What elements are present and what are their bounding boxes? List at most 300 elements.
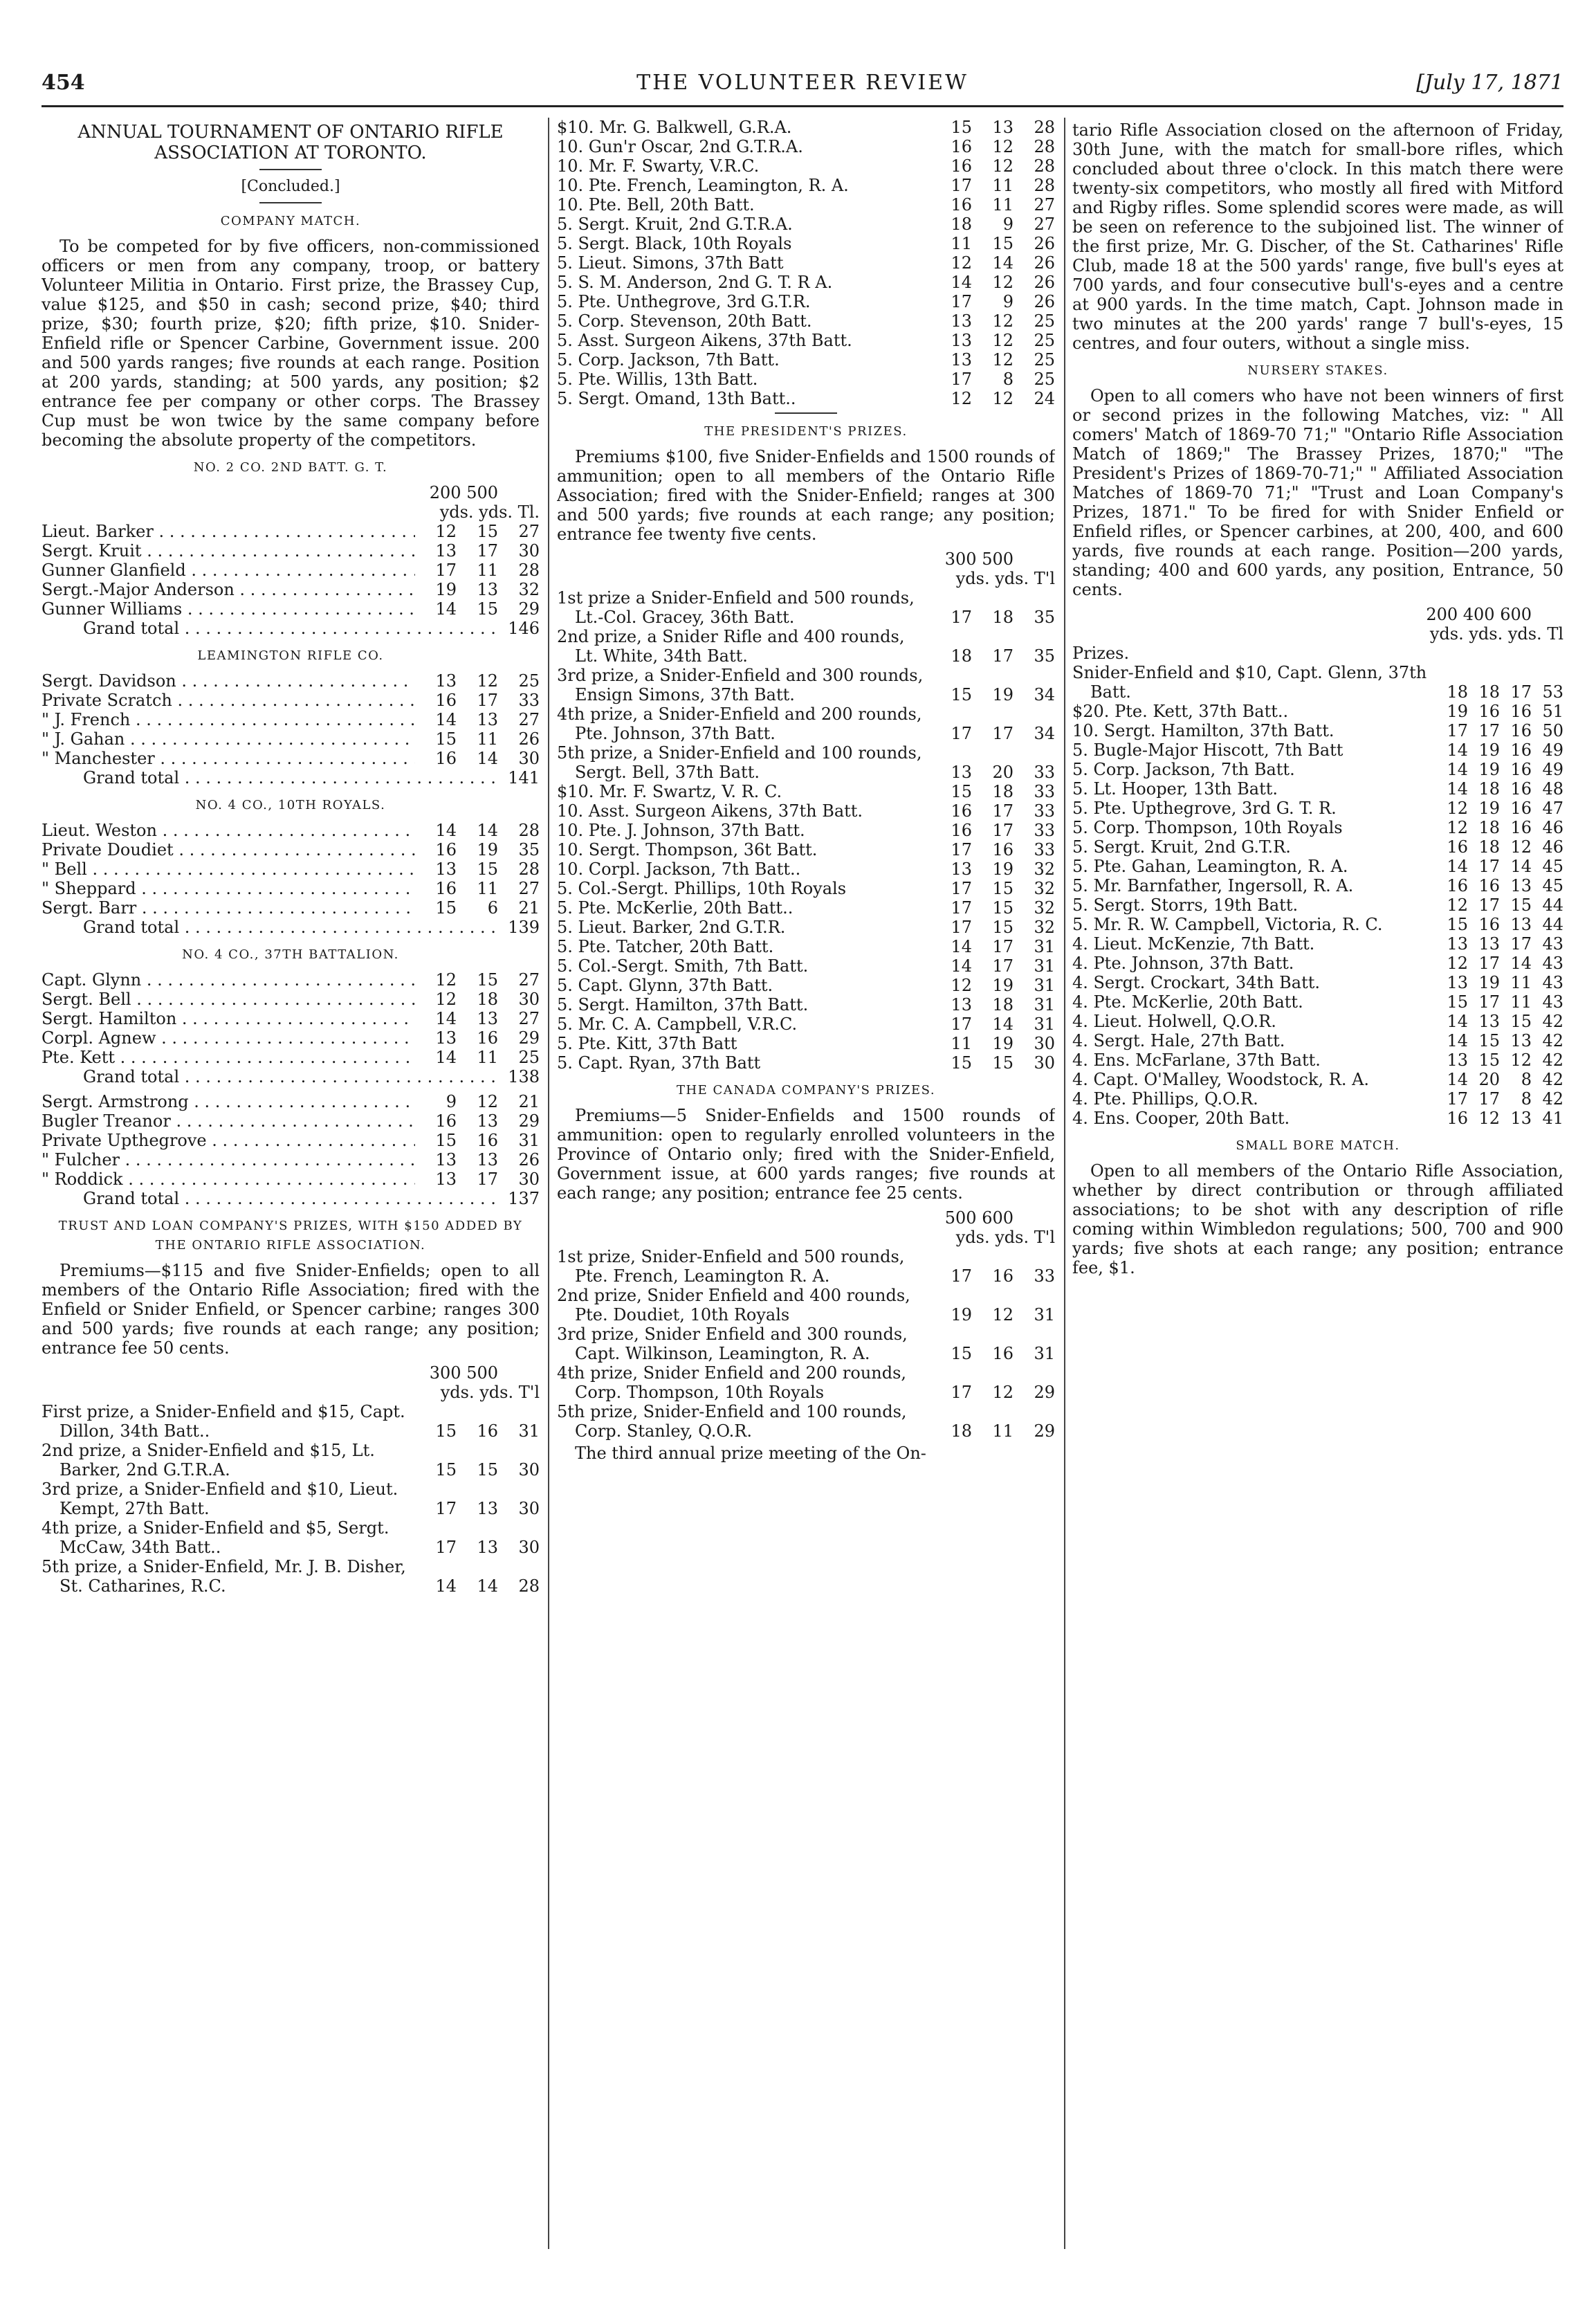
score-row	[1072, 876, 1563, 895]
grand-total-value: 138	[508, 1067, 540, 1086]
competitor-name: $10. Mr. F. Swartz, V. R. C.	[557, 782, 782, 801]
score-cell: 15	[435, 729, 457, 749]
article-title: ANNUAL TOURNAMENT OF ONTARIO RIFLE ASSOCIATION AT TORONTO.	[77, 122, 504, 163]
competitor-name: Corpl. Agnew . . .	[42, 1028, 415, 1048]
score-table	[42, 970, 540, 1067]
competitor-name: 5. Pte. McKerlie, 20th Batt..	[557, 898, 794, 918]
competitor-name: 5. Sergt. Omand, 13th Batt..	[557, 389, 796, 408]
score-row	[1072, 721, 1563, 740]
score-cell: 9	[1002, 215, 1013, 234]
score-cell: 17	[435, 1538, 457, 1557]
competitor-name: $10. Mr. G. Balkwell, G.R.A.	[557, 118, 792, 137]
total-cell: 27	[1034, 195, 1055, 215]
score-cell: 12	[992, 389, 1013, 408]
score-cell: 14	[1510, 857, 1532, 876]
score-cell: 12	[951, 389, 972, 408]
total-cell: 31	[1034, 976, 1055, 995]
score-cell: 12	[1447, 799, 1468, 818]
competitor-name: Private Scratch . . .	[42, 691, 415, 710]
total-cell: 28	[518, 821, 540, 840]
score-cell: 14	[1447, 857, 1468, 876]
score-cell: 15	[992, 898, 1013, 918]
score-row	[1072, 973, 1563, 992]
score-cell: 16	[1447, 837, 1468, 857]
score-column-header: yds. yds. T'l	[955, 1228, 1055, 1247]
score-cell: 16	[477, 1421, 498, 1441]
score-cell: 17	[951, 370, 972, 389]
total-cell: 28	[1034, 137, 1055, 156]
competitor-name: 10. Sergt. Thompson, 36t Batt.	[557, 840, 818, 859]
total-cell: 33	[1034, 840, 1055, 859]
competitor-name: 5. Sergt. Storrs, 19th Batt.	[1072, 895, 1299, 915]
total-cell: 30	[1034, 1034, 1055, 1053]
competitor-name: " Fulcher . . .	[42, 1150, 415, 1169]
score-row	[1072, 1031, 1563, 1050]
score-cell: 16	[1510, 721, 1532, 740]
score-cell: 15	[477, 522, 498, 541]
competitor-name: " J. French . . .	[42, 710, 415, 729]
total-cell: 48	[1542, 779, 1563, 799]
competitor-name: Capt. Glynn . . .	[42, 970, 415, 990]
score-cell: 12	[992, 350, 1013, 370]
score-row	[557, 1325, 1055, 1363]
score-row	[42, 749, 540, 768]
grand-total-row	[42, 1067, 540, 1086]
score-cell: 14	[435, 599, 457, 619]
total-cell: 35	[518, 840, 540, 859]
score-row	[557, 156, 1055, 176]
score-cell: 16	[951, 156, 972, 176]
total-cell: 27	[518, 879, 540, 898]
competitor-name: 5. Sergt. Black, 10th Royals	[557, 234, 792, 253]
score-cell: 11	[1510, 992, 1532, 1012]
competitor-name: 4. Capt. O'Malley, Woodstock, R. A.	[1072, 1070, 1370, 1089]
score-row	[557, 879, 1055, 898]
score-row	[557, 370, 1055, 389]
score-cell: 16	[435, 1111, 457, 1131]
competitor-name: 3rd prize, Snider Enfield and 300 rounds, Capt. Wilkinson, Leamington, R. A.	[557, 1325, 908, 1363]
score-row	[1072, 779, 1563, 799]
competitor-name: Sergt. Armstrong . . .	[42, 1092, 415, 1111]
score-cell: 16	[951, 801, 972, 821]
score-row	[557, 1402, 1055, 1441]
total-cell: 42	[1542, 1089, 1563, 1109]
total-cell: 49	[1542, 740, 1563, 760]
score-cell: 13	[992, 118, 1013, 137]
competitor-name: 5. Lieut. Simons, 37th Batt	[557, 253, 784, 273]
score-row	[42, 898, 540, 918]
score-cell: 12	[1510, 837, 1532, 857]
total-cell: 21	[518, 1092, 540, 1111]
total-cell: 34	[1034, 685, 1055, 704]
score-cell: 15	[477, 970, 498, 990]
score-row	[42, 1009, 540, 1028]
score-cell: 13	[1478, 934, 1500, 954]
score-cell: 19	[992, 859, 1013, 879]
score-cell: 15	[1478, 1050, 1500, 1070]
competitor-name: 5. Mr. C. A. Campbell, V.R.C.	[557, 1014, 798, 1034]
page-header	[42, 62, 1563, 104]
score-cell: 13	[435, 1028, 457, 1048]
score-cell: 12	[992, 331, 1013, 350]
total-cell: 42	[1542, 1031, 1563, 1050]
score-row	[42, 821, 540, 840]
total-cell: 31	[1034, 956, 1055, 976]
score-cell: 17	[992, 937, 1013, 956]
grand-total-label: Grand total . . .	[42, 768, 498, 788]
score-row	[1072, 663, 1563, 702]
competitor-name: 10. Mr. F. Swarty, V.R.C.	[557, 156, 760, 176]
competitor-name: 4. Ens. McFarlane, 37th Batt.	[1072, 1050, 1321, 1070]
competitor-name: Sergt. Bell . . .	[42, 990, 415, 1009]
score-cell: 17	[1478, 721, 1500, 740]
score-cell: 17	[951, 879, 972, 898]
score-row	[557, 176, 1055, 195]
grand-total-row	[42, 918, 540, 937]
score-row	[42, 541, 540, 561]
score-cell: 17	[477, 691, 498, 710]
competitor-name: 4. Pte. Phillips, Q.O.R.	[1072, 1089, 1258, 1109]
total-cell: 33	[1034, 801, 1055, 821]
publication-title: THE VOLUNTEER REVIEW	[636, 71, 969, 95]
score-row	[557, 918, 1055, 937]
competitor-name: 4th prize, a Snider-Enfield and 200 rounds, Pte. Johnson, 37th Batt.	[557, 704, 922, 743]
section-heading: NURSERY STAKES.	[1247, 363, 1388, 378]
score-cell: 13	[477, 1499, 498, 1518]
newspaper-page	[42, 48, 1563, 2263]
total-cell: 29	[1034, 1383, 1055, 1402]
competitor-name: 4. Pte. McKerlie, 20th Batt.	[1072, 992, 1303, 1012]
score-cell: 15	[435, 898, 457, 918]
score-row	[1072, 992, 1563, 1012]
canada-company-text: Premiums—5 Snider-Enfields and 1500 rounds of ammunition: open to regularly enrolled volunteers in the Province of Ontario only; fired with the Snider-Enfield, Government issue, at 600 yards ranges; five rounds at each range; any position; entrance fee 25 cents.	[557, 1106, 1055, 1203]
total-cell: 30	[518, 1538, 540, 1557]
score-cell: 16	[1478, 915, 1500, 934]
total-cell: 28	[518, 859, 540, 879]
score-cell: 13	[477, 1111, 498, 1131]
score-cell: 11	[992, 1421, 1013, 1441]
score-cell: 13	[435, 859, 457, 879]
score-column-header: 500 600	[944, 1208, 1013, 1228]
total-cell: 25	[518, 1048, 540, 1067]
score-row	[557, 234, 1055, 253]
continued-text: tario Rifle Association closed on the afternoon of Friday, 30th June, with the match for small-bore rifles, which concluded about three o'clock. In this match there were twenty-six competitors, who mostly all fired with Mitford and Rigby rifles. Some splendid scores were made, as will be seen on reference to the subjoined list. The winner of the first prize, Mr. G. Discher, of the St. Catharines' Rifle Club, made 18 at the 500 yards' range, five bull's eyes at 700 yards, and four consecutive bull's-eyes and a centre at 900 yards. In the time match, Capt. Johnson made in two minutes at the 200 yards' range 7 bull's-eyes, 15 centres, and four outers, without a single miss.	[1072, 120, 1563, 353]
total-cell: 30	[1034, 1053, 1055, 1073]
score-cell: 11	[477, 1048, 498, 1067]
score-cell: 17	[951, 898, 972, 918]
score-column-header: yds. yds. yds. Tl	[1429, 624, 1563, 644]
score-column-header: 300 500	[944, 549, 1013, 569]
total-cell: 31	[1034, 1305, 1055, 1325]
total-cell: 28	[1034, 176, 1055, 195]
page-number: 454	[42, 71, 85, 95]
prize-table	[557, 588, 1055, 1073]
score-row	[557, 801, 1055, 821]
competitor-name: 5. Pte. Unthegrove, 3rd G.T.R.	[557, 292, 811, 311]
score-cell: 14	[435, 821, 457, 840]
competitor-name: 5. Pte. Tatcher, 20th Batt.	[557, 937, 774, 956]
score-cell: 13	[1447, 1050, 1468, 1070]
competitor-name: 5. Corp. Jackson, 7th Batt.	[557, 350, 780, 370]
score-row	[557, 389, 1055, 408]
score-cell: 16	[992, 1344, 1013, 1363]
score-cell: 12	[477, 671, 498, 691]
grand-total-row	[42, 1189, 540, 1208]
score-cell: 16	[1478, 702, 1500, 721]
total-cell: 31	[1034, 1014, 1055, 1034]
total-cell: 26	[1034, 253, 1055, 273]
competitor-name: 5. Capt. Ryan, 37th Batt	[557, 1053, 761, 1073]
score-cell: 12	[951, 253, 972, 273]
score-cell: 12	[1478, 1109, 1500, 1128]
score-cell: 17	[477, 1169, 498, 1189]
competitor-name: 5. Bugle-Major Hiscott, 7th Batt	[1072, 740, 1343, 760]
competitor-name: 5th prize, a Snider-Enfield, Mr. J. B. Disher, St. Catharines, R.C.	[42, 1557, 406, 1596]
score-cell: 13	[1510, 876, 1532, 895]
score-cell: 19	[435, 580, 457, 599]
score-row	[42, 1441, 540, 1480]
total-cell: 27	[518, 970, 540, 990]
competitor-name: 3rd prize, a Snider-Enfield and 300 rounds, Ensign Simons, 37th Batt.	[557, 666, 924, 704]
competitor-name: 5. Capt. Glynn, 37th Batt.	[557, 976, 773, 995]
score-cell: 17	[1447, 1089, 1468, 1109]
competitor-name: " Sheppard . . .	[42, 879, 415, 898]
score-row	[42, 1028, 540, 1048]
total-cell: 30	[518, 749, 540, 768]
score-row	[42, 1150, 540, 1169]
total-cell: 46	[1542, 837, 1563, 857]
competitor-name: 2nd prize, Snider Enfield and 400 rounds, Pte. Doudiet, 10th Royals	[557, 1286, 910, 1325]
score-cell: 17	[951, 918, 972, 937]
total-cell: 35	[1034, 646, 1055, 666]
competitor-name: 10. Pte. French, Leamington, R. A.	[557, 176, 849, 195]
score-cell: 8	[1521, 1089, 1532, 1109]
score-cell: 15	[951, 1053, 972, 1073]
competitor-name: 5. Lt. Hooper, 13th Batt.	[1072, 779, 1278, 799]
total-cell: 30	[518, 990, 540, 1009]
prizes-label: Prizes.	[1072, 644, 1130, 663]
team-heading: NO. 4 CO., 37TH BATTALION.	[182, 947, 399, 962]
score-cell: 14	[435, 710, 457, 729]
total-cell: 43	[1542, 973, 1563, 992]
score-row	[1072, 1050, 1563, 1070]
competitor-name: 5. Col.-Sergt. Phillips, 10th Royals	[557, 879, 847, 898]
total-cell: 21	[518, 898, 540, 918]
score-cell: 17	[951, 292, 972, 311]
separator	[259, 169, 322, 170]
score-cell: 14	[477, 821, 498, 840]
score-cell: 14	[477, 749, 498, 768]
score-cell: 13	[435, 1150, 457, 1169]
score-cell: 17	[1478, 954, 1500, 973]
total-cell: 32	[1034, 859, 1055, 879]
competitor-name: 10. Corpl. Jackson, 7th Batt..	[557, 859, 801, 879]
score-row	[1072, 837, 1563, 857]
score-cell: 17	[1478, 992, 1500, 1012]
score-row	[557, 743, 1055, 782]
competitor-name: 5th prize, a Snider-Enfield and 100 rounds, Sergt. Bell, 37th Batt.	[557, 743, 922, 782]
score-cell: 12	[477, 1092, 498, 1111]
score-row	[557, 215, 1055, 234]
score-row	[42, 1169, 540, 1189]
score-cell: 15	[992, 879, 1013, 898]
competitor-name: " Bell . . .	[42, 859, 415, 879]
score-row	[557, 1014, 1055, 1034]
total-cell: 25	[1034, 311, 1055, 331]
score-column-header: 200 400 600	[1426, 605, 1532, 624]
score-row	[1072, 1070, 1563, 1089]
score-cell: 13	[1510, 1109, 1532, 1128]
competitor-name: Sergt. Hamilton . . .	[42, 1009, 415, 1028]
score-cell: 15	[992, 918, 1013, 937]
score-cell: 14	[435, 1009, 457, 1028]
score-row	[557, 666, 1055, 704]
total-cell: 42	[1542, 1012, 1563, 1031]
grand-total-value: 139	[508, 918, 540, 937]
score-cell: 11	[1510, 973, 1532, 992]
score-cell: 17	[1447, 721, 1468, 740]
score-table	[42, 1092, 540, 1189]
total-cell: 49	[1542, 760, 1563, 779]
competitor-name: 5. S. M. Anderson, 2nd G. T. R A.	[557, 273, 833, 292]
competitor-name: 1st prize, Snider-Enfield and 500 rounds, Pte. French, Leamington R. A.	[557, 1247, 905, 1286]
score-cell: 15	[1447, 915, 1468, 934]
score-cell: 16	[1510, 799, 1532, 818]
score-cell: 11	[992, 195, 1013, 215]
total-cell: 25	[1034, 350, 1055, 370]
score-cell: 14	[435, 1576, 457, 1596]
score-cell: 12	[992, 1383, 1013, 1402]
competitor-name: 5. Corp. Jackson, 7th Batt.	[1072, 760, 1295, 779]
score-cell: 17	[435, 1499, 457, 1518]
score-cell: 13	[1447, 934, 1468, 954]
competitor-name: 5. Sergt. Hamilton, 37th Batt.	[557, 995, 809, 1014]
competitor-name: Sergt. Barr . . .	[42, 898, 415, 918]
score-cell: 17	[435, 561, 457, 580]
competitor-name: Gunner Glanfield . . .	[42, 561, 415, 580]
competitor-name: 10. Sergt. Hamilton, 37th Batt.	[1072, 721, 1334, 740]
score-cell: 11	[992, 176, 1013, 195]
score-cell: 15	[435, 1421, 457, 1441]
score-cell: 14	[951, 956, 972, 976]
competitor-name: 1st prize a Snider-Enfield and 500 rounds, Lt.-Col. Gracey, 36th Batt.	[557, 588, 915, 627]
total-cell: 30	[518, 1499, 540, 1518]
score-cell: 11	[477, 729, 498, 749]
score-column-header: yds. yds. Tl.	[439, 502, 540, 522]
competitor-name: 5. Corp. Thompson, 10th Royals	[1072, 818, 1343, 837]
total-cell: 33	[1034, 821, 1055, 840]
score-cell: 13	[951, 350, 972, 370]
total-cell: 33	[1034, 1266, 1055, 1286]
score-cell: 12	[992, 156, 1013, 176]
score-cell: 19	[1478, 760, 1500, 779]
competitor-name: Sergt. Kruit . . .	[42, 541, 415, 561]
team-heading: LEAMINGTON RIFLE CO.	[197, 648, 384, 663]
competitor-name: Private Upthegrove . . .	[42, 1131, 415, 1150]
total-cell: 31	[1034, 1344, 1055, 1363]
score-row	[557, 627, 1055, 666]
score-row	[1072, 1109, 1563, 1128]
score-cell: 13	[435, 541, 457, 561]
competitor-name: 5. Sergt. Kruit, 2nd G.T.R.	[1072, 837, 1291, 857]
competitor-name: 5. Corp. Stevenson, 20th Batt.	[557, 311, 812, 331]
total-cell: 27	[518, 522, 540, 541]
score-cell: 17	[951, 176, 972, 195]
score-cell: 18	[951, 215, 972, 234]
score-row	[42, 729, 540, 749]
score-cell: 17	[951, 608, 972, 627]
score-cell: 18	[951, 646, 972, 666]
total-cell: 32	[1034, 879, 1055, 898]
score-row	[42, 1480, 540, 1518]
trust-loan-text: Premiums—$115 and five Snider-Enfields; open to all members of the Ontario Rifle Association; fired with the Enfield or Snider Enfield, or Spencer carbine; ranges 300 and 500 yards; five rounds at each range; any position; entrance fee 50 cents.	[42, 1261, 540, 1358]
total-cell: 42	[1542, 1070, 1563, 1089]
score-row	[557, 898, 1055, 918]
score-cell: 12	[992, 137, 1013, 156]
score-cell: 16	[951, 137, 972, 156]
score-row	[557, 956, 1055, 976]
score-cell: 13	[1510, 1031, 1532, 1050]
score-cell: 18	[477, 990, 498, 1009]
competitor-name: 2nd prize, a Snider-Enfield and $15, Lt. Barker, 2nd G.T.R.A.	[42, 1441, 375, 1480]
score-cell: 18	[992, 608, 1013, 627]
score-cell: 19	[992, 976, 1013, 995]
prize-table	[42, 1402, 540, 1596]
nursery-stakes-text: Open to all comers who have not been winners of first or second prizes in the following Matches, viz: " All comers' Match of 1869-70 71;" "Ontario Rifle Association Match of 1869;" The Brassey Prizes, 1870;" "The President's Prizes of 1869-70-71;" " Affiliated Association Matches of 1869-70 71;" "Trust and Loan Company's Prizes, 1871." To be fired for with Snider Enfield or Enfield rifles, or Spencer carbines, at 200, 400, and 600 yards, five rounds at each range. Position—200 yards, standing; 400 and 600 yards, any position, Entrance, 50 cents.	[1072, 386, 1563, 599]
score-cell: 16	[951, 821, 972, 840]
score-cell: 15	[435, 1460, 457, 1480]
score-cell: 17	[1510, 934, 1532, 954]
score-cell: 18	[1478, 837, 1500, 857]
score-row	[557, 253, 1055, 273]
score-cell: 16	[477, 1028, 498, 1048]
competitor-name: 5. Mr. Barnfather, Ingersoll, R. A.	[1072, 876, 1354, 895]
score-cell: 15	[951, 118, 972, 137]
score-row	[42, 522, 540, 541]
score-cell: 16	[1510, 740, 1532, 760]
total-cell: 45	[1542, 876, 1563, 895]
score-cell: 19	[477, 840, 498, 859]
column-divider	[548, 118, 549, 2249]
score-cell: 17	[992, 956, 1013, 976]
total-cell: 28	[1034, 118, 1055, 137]
total-cell: 53	[1542, 682, 1563, 702]
score-cell: 11	[477, 561, 498, 580]
score-cell: 17	[951, 840, 972, 859]
score-column-header: 200 500	[429, 483, 498, 502]
score-cell: 8	[1521, 1070, 1532, 1089]
score-cell: 17	[1510, 682, 1532, 702]
small-bore-text: Open to all members of the Ontario Rifle Association, whether by direct contribution or through affiliated associations; to be shot with any description of rifle coming within Wimbledon regulations; 500, 700 and 900 yards; five shots at each range; any position; entrance fee, $1.	[1072, 1161, 1563, 1277]
total-cell: 43	[1542, 954, 1563, 973]
competitor-name: Sergt. Davidson . . .	[42, 671, 415, 691]
score-row	[42, 599, 540, 619]
score-cell: 12	[1447, 895, 1468, 915]
competitor-name: 10. Asst. Surgeon Aikens, 37th Batt.	[557, 801, 863, 821]
score-cell: 16	[1447, 1109, 1468, 1128]
total-cell: 26	[1034, 292, 1055, 311]
competitor-name: 4. Lieut. McKenzie, 7th Batt.	[1072, 934, 1315, 954]
team-heading: NO. 4 CO., 10TH ROYALS.	[195, 798, 386, 812]
competitor-name: 4. Lieut. Holwell, Q.O.R.	[1072, 1012, 1276, 1031]
competitor-name: Lieut. Barker . . .	[42, 522, 415, 541]
total-cell: 32	[1034, 918, 1055, 937]
score-cell: 19	[992, 685, 1013, 704]
score-cell: 12	[951, 976, 972, 995]
score-row	[557, 1034, 1055, 1053]
score-cell: 19	[1478, 973, 1500, 992]
total-cell: 26	[1034, 234, 1055, 253]
